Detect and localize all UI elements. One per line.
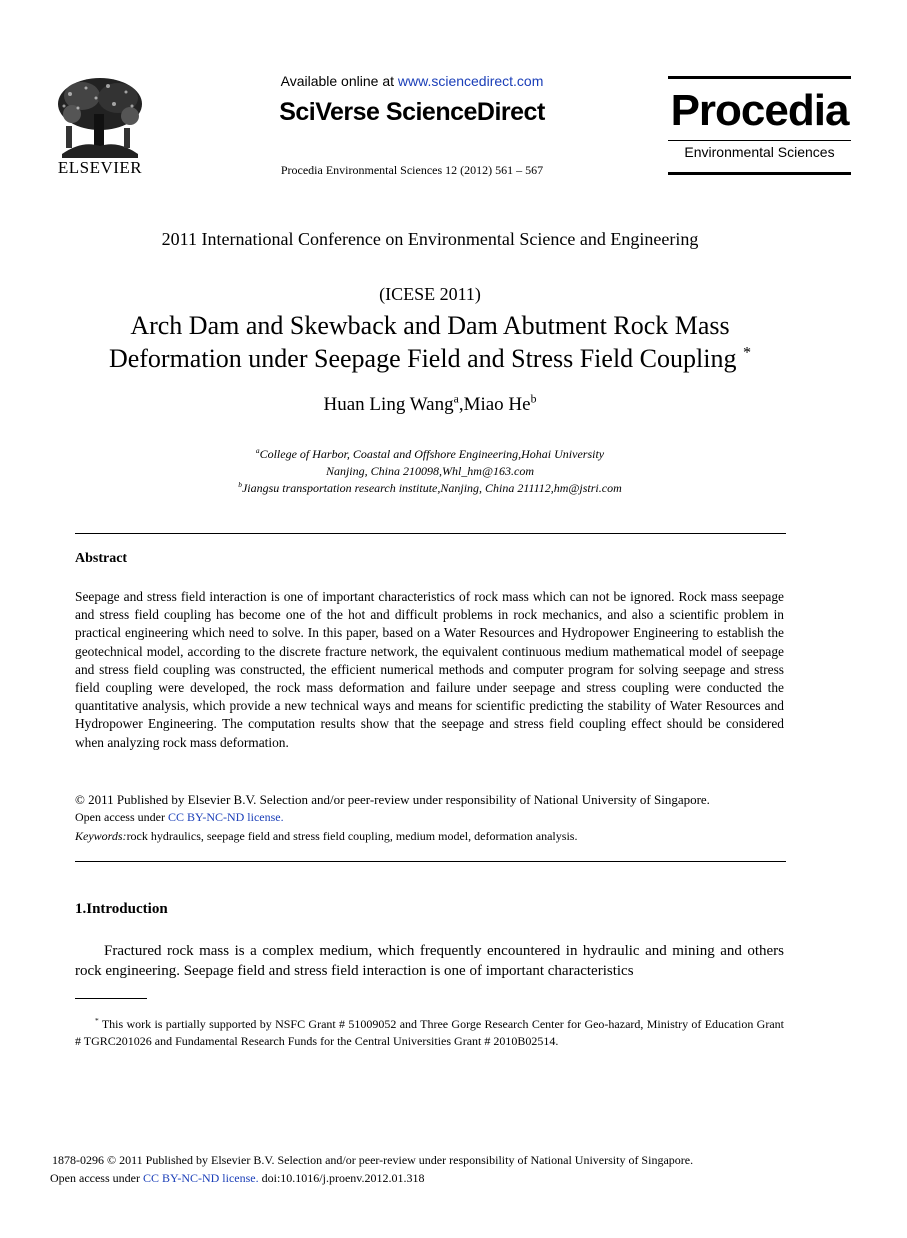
author-2: Miao He xyxy=(463,394,531,415)
keywords-text: rock hydraulics, seepage field and stress field coupling, medium model, deformation analysis. xyxy=(126,829,578,843)
footnote xyxy=(75,1016,784,1050)
available-online xyxy=(262,73,562,89)
elsevier-wordmark: ELSEVIER xyxy=(57,158,143,177)
author-1: Huan Ling Wang xyxy=(323,394,454,415)
sciverse-sciencedirect-logo: SciVerse ScienceDirect xyxy=(279,98,545,126)
footer-open-access-prefix: Open access under xyxy=(50,1171,143,1185)
open-access-line xyxy=(75,810,784,825)
title-line-2: Deformation under Seepage Field and Stress Field Coupling xyxy=(108,344,737,373)
keywords-label: Keywords: xyxy=(75,829,127,843)
procedia-subtitle: Environmental Sciences xyxy=(684,144,835,160)
affiliations xyxy=(60,446,800,497)
open-access-prefix: Open access under xyxy=(75,810,168,824)
affil-b-line: Jiangsu transportation research institute,Nanjing, China 211112,hm@jstri.com xyxy=(241,481,622,495)
author-separator: , xyxy=(458,394,464,415)
footer-open-access-line xyxy=(50,1171,810,1186)
affil-a-line-1: College of Harbor, Coastal and Offshore Engineering,Hohai University xyxy=(259,447,605,461)
footnote-rule xyxy=(75,998,147,999)
title-line-1: Arch Dam and Skewback and Dam Abutment Rock Mass xyxy=(130,311,730,340)
conference-abbrev: (ICESE 2011) xyxy=(379,284,481,304)
footer-license-link[interactable]: CC BY-NC-ND license. xyxy=(142,1171,259,1185)
keywords-line xyxy=(75,829,784,844)
journal-reference: Procedia Environmental Sciences 12 (2012) 561 – 567 xyxy=(280,163,544,177)
author-1-affil: a xyxy=(453,392,459,406)
affil-b-mark: b xyxy=(238,480,242,489)
procedia-logo xyxy=(668,76,851,176)
conference-name: 2011 International Conference on Environmental Science and Engineering xyxy=(161,229,699,249)
abstract-top-rule xyxy=(75,533,786,534)
footnote-text: This work is partially supported by NSFC Grant # 51009052 and Three Gorge Research Center for Geo-hazard, Ministry of Education Grant # TGRC201026 and Fundamental Research Funds for the Central Universities Grant # 2010B02514. xyxy=(75,1017,784,1048)
abstract-heading: Abstract xyxy=(75,551,128,566)
copyright-line: © 2011 Published by Elsevier B.V. Selection and/or peer-review under responsibility of National University of Singapore. xyxy=(75,792,710,807)
footer-issn-line: 1878-0296 © 2011 Published by Elsevier B.V. Selection and/or peer-review under responsibility of National University of Singapore. xyxy=(52,1153,694,1167)
available-prefix: Available online at xyxy=(280,73,398,89)
introduction-heading: 1.Introduction xyxy=(75,901,168,917)
affil-a-line-2: Nanjing, China 210098,Whl_hm@163.com xyxy=(325,464,535,478)
paper-title xyxy=(40,309,820,375)
footer-doi: doi:10.1016/j.proenv.2012.01.318 xyxy=(258,1171,425,1185)
procedia-mid-rule xyxy=(668,140,851,141)
footnote-mark: * xyxy=(95,1016,99,1025)
abstract-text: Seepage and stress field interaction is one of important characteristics of rock mass which can not be ignored. Rock mass seepage and stress field coupling has become one of the hot and difficult problems in rock mechanics, and also a scientific problem in practical engineering which need to solve. In this paper, based on a Water Resources and Hydropower Engineering to establish the geotechnical model, according to the discrete fracture network, the equivalent continuous medium mathematical model of seepage and stress field coupling was constructed, the efficient numerical methods and computer program for solving seepage and stress field coupling were developed, the rock mass deformation and failure under seepage and stress coupling were conducted the quantitative analysis, which provide a new technical ways and means for scientific predicting the stability of Water Resources and Hydropower Engineering. The computation results show that the seepage and stress field coupling effect should be considered when analyzing rock mass deformation. xyxy=(75,589,784,750)
abstract-bottom-rule xyxy=(75,861,786,862)
author-2-affil: b xyxy=(530,392,537,406)
sciencedirect-link[interactable]: www.sciencedirect.com xyxy=(397,73,544,89)
license-link[interactable]: CC BY-NC-ND license. xyxy=(167,810,284,824)
introduction-text: Fractured rock mass is a complex medium, which frequently encountered in hydraulic and mining and others rock engineering. Seepage field and stress field interaction is one of important characteristics xyxy=(75,943,784,979)
procedia-top-rule xyxy=(668,76,851,79)
title-footnote-mark: * xyxy=(742,344,752,362)
authors xyxy=(60,394,800,416)
affil-a-mark: a xyxy=(255,446,260,455)
procedia-bottom-rule xyxy=(668,172,851,175)
procedia-wordmark: Procedia xyxy=(670,86,849,135)
